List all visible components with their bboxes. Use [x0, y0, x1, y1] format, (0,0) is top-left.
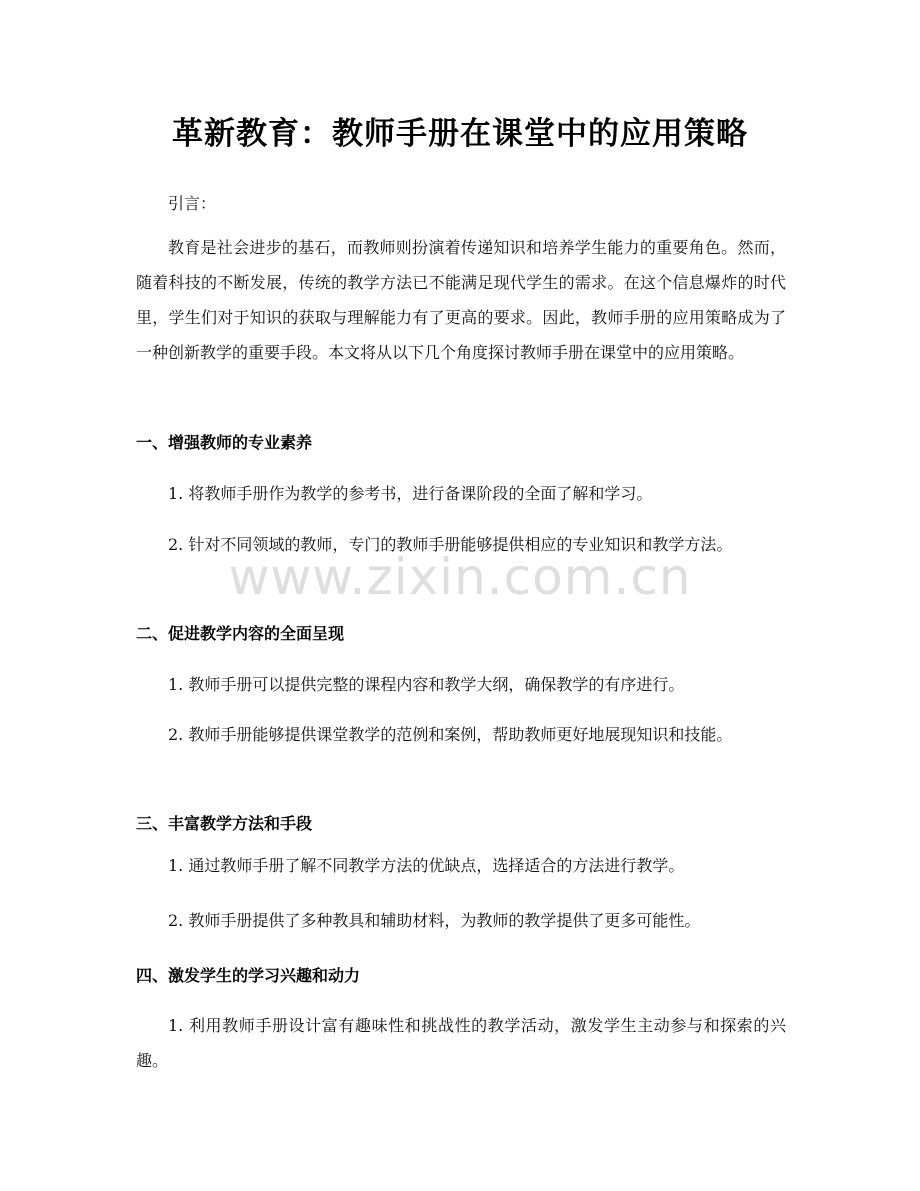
section-2-item-2: 2. 教师手册能够提供课堂教学的范例和案例，帮助教师更好地展现知识和技能。 [168, 725, 733, 744]
section-heading-1: 一、增强教师的专业素养 [136, 433, 313, 452]
section-1-item-1: 1. 将教师手册作为教学的参考书，进行备课阶段的全面了解和学习。 [168, 484, 653, 503]
section-4-item-1: 1. 利用教师手册设计富有趣味性和挑战性的教学活动，激发学生主动参与和探索的兴趣。 [136, 1016, 786, 1070]
section-heading-4: 四、激发学生的学习兴趣和动力 [136, 966, 361, 985]
intro-label: 引言： [168, 194, 217, 213]
section-heading-3: 三、丰富教学方法和手段 [136, 814, 313, 833]
page-title: 革新教育：教师手册在课堂中的应用策略 [172, 116, 748, 152]
section-3-item-2: 2. 教师手册提供了多种教具和辅助材料，为教师的教学提供了更多可能性。 [168, 911, 701, 930]
section-heading-2: 二、促进教学内容的全面呈现 [136, 624, 345, 643]
intro-paragraph: 教育是社会进步的基石，而教师则扮演着传递知识和培养学生能力的重要角色。然而，随着科技的不断发展，传统的教学方法已不能满足现代学生的需求。在这个信息爆炸的时代里，学生们对于知识的获取与理解能力有了更高的要求。因此，教师手册的应用策略成为了一种创新教学的重要手段。本文将从以下几个角度探讨教师手册在课堂中的应用策略。 [136, 238, 786, 362]
watermark: www.zixin.com.cn [228, 548, 692, 606]
section-3-item-1: 1. 通过教师手册了解不同教学方法的优缺点，选择适合的方法进行教学。 [168, 856, 685, 875]
section-1-item-2: 2. 针对不同领域的教师，专门的教师手册能够提供相应的专业知识和教学方法。 [168, 535, 733, 554]
section-2-item-1: 1. 教师手册可以提供完整的课程内容和教学大纲，确保教学的有序进行。 [168, 675, 685, 694]
